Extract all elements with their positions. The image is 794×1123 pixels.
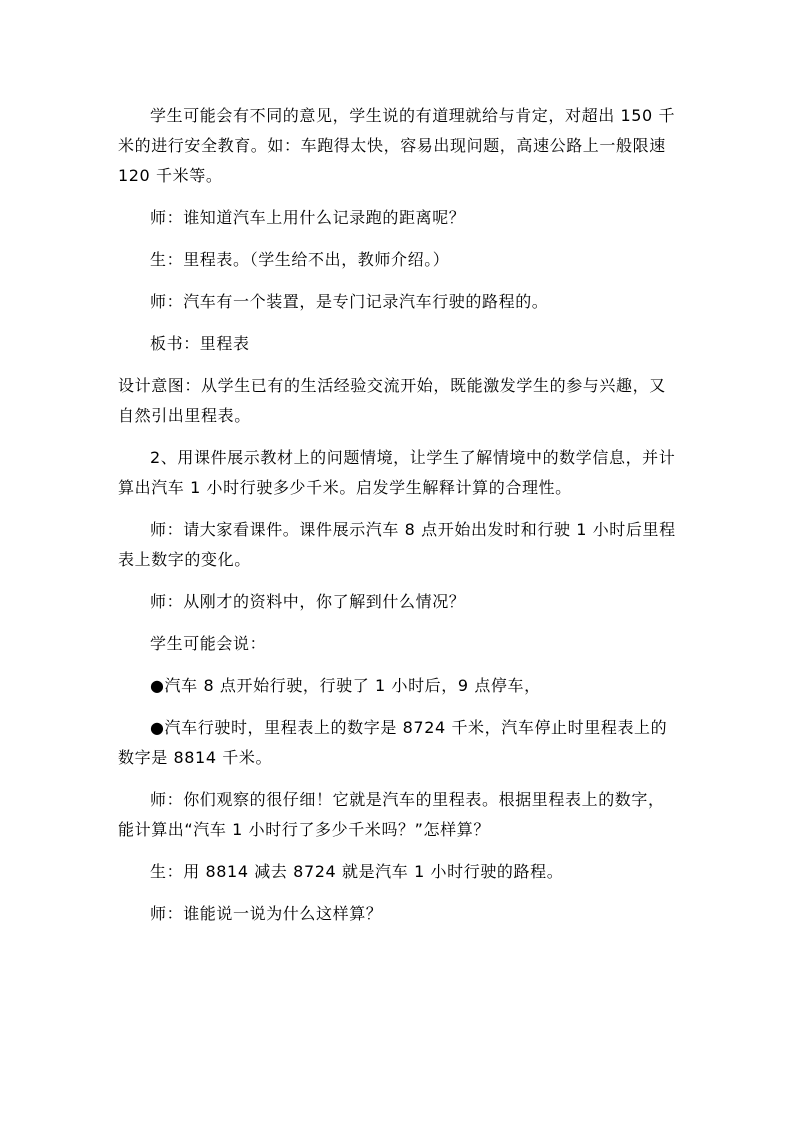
- paragraph-teacher-question: 师：谁知道汽车上用什么记录跑的距离呢？: [150, 208, 466, 227]
- bullet-item-odometer: ●汽车行驶时，里程表上的数字是 8724 千米，汽车停止时里程表上的数字是 8814 千米。: [118, 718, 668, 767]
- paragraph-student-calculation: 生：用 8814 减去 8724 就是汽车 1 小时行驶的路程。: [150, 862, 564, 881]
- paragraph-teacher-praise: 师：你们观察的很仔细！它就是汽车的里程表。根据里程表上的数字，能计算出“汽车 1 小时行了多少千米吗？”怎样算？: [118, 790, 665, 839]
- paragraph-blackboard: 板书：里程表: [150, 334, 250, 353]
- document-body: [118, 101, 678, 929]
- bullet-item-time: ●汽车 8 点开始行驶，行驶了 1 小时后，9 点停车，: [150, 676, 541, 695]
- paragraph-students-may-say: 学生可能会说：: [150, 634, 267, 653]
- paragraph-student-opinions: 学生可能会有不同的意见，学生说的有道理就给与肯定，对超出 150 千米的进行安全教育。如：车跑得太快，容易出现问题，高速公路上一般限速 120 千米等。: [118, 106, 676, 185]
- paragraph-step-2: 2、用课件展示教材上的问题情境，让学生了解情境中的数学信息，并计算出汽车 1 小时行驶多少千米。启发学生解释计算的合理性。: [118, 448, 676, 497]
- paragraph-courseware: 师：请大家看课件。课件展示汽车 8 点开始出发时和行驶 1 小时后里程表上数字的变化。: [118, 520, 676, 569]
- paragraph-teacher-why: 师：谁能说一说为什么这样算？: [150, 904, 383, 923]
- paragraph-student-answer: 生：里程表。（学生给不出，教师介绍。）: [150, 250, 450, 269]
- paragraph-design-intent: 设计意图：从学生已有的生活经验交流开始，既能激发学生的参与兴趣，又自然引出里程表。: [118, 376, 666, 425]
- paragraph-teacher-ask: 师：从刚才的资料中，你了解到什么情况？: [150, 592, 466, 611]
- paragraph-teacher-explain: 师：汽车有一个装置，是专门记录汽车行驶的路程的。: [150, 292, 549, 311]
